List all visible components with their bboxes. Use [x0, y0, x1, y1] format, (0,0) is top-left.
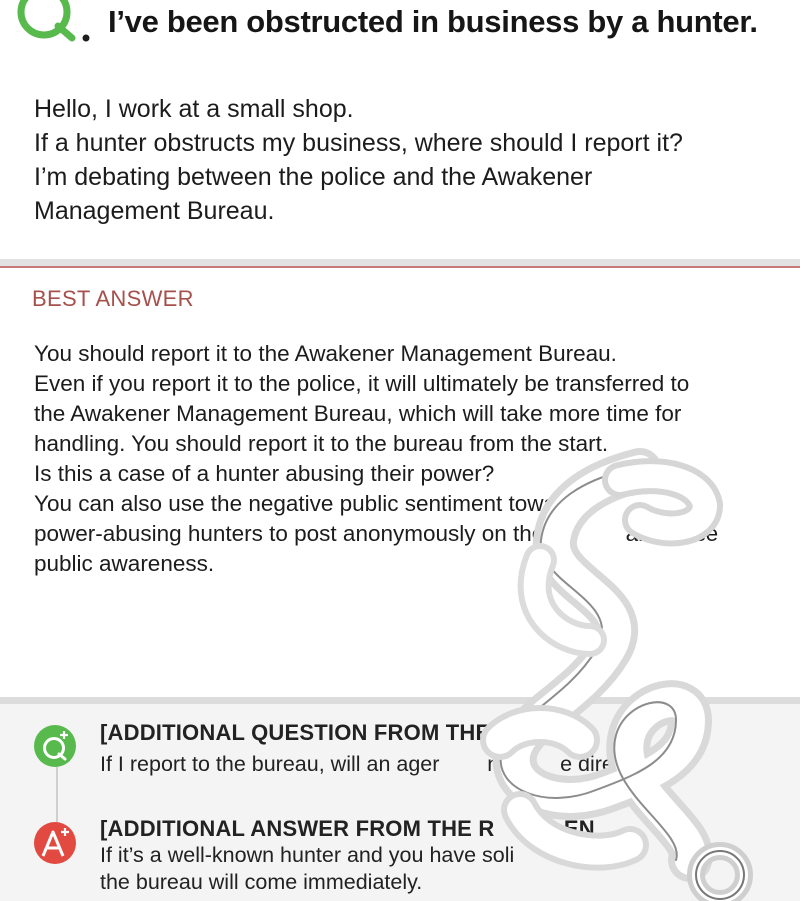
answer-line: Is this a case of a hunter abusing their power?	[34, 461, 495, 486]
additional-question-text: If I report to the bureau, will an ager nter e directly?	[100, 752, 659, 776]
add-answer-icon	[34, 822, 76, 864]
question-line: Hello, I work at a small shop.	[34, 95, 354, 123]
answer-line: Even if you report it to the police, it will ultimately be transferred to	[34, 371, 690, 396]
question-line: I’m debating between the police and the Awakener	[34, 163, 593, 191]
q-logo-icon	[10, 0, 90, 50]
answer-line: public awareness.	[34, 551, 215, 576]
answer-line: the Awakener Management Bureau, which will take more time for	[34, 401, 682, 426]
section-divider	[0, 697, 800, 704]
answer-line: power-abusing hunters to post anonymously on the b and raise	[34, 521, 719, 546]
answer-line: You can also use the negative public sentiment towards	[34, 491, 588, 516]
question-body	[34, 92, 774, 228]
section-divider	[0, 259, 800, 266]
add-question-icon	[34, 725, 76, 767]
question-header	[0, 0, 800, 48]
additional-answer-title: [ADDITIONAL ANSWER FROM THE R EN	[100, 816, 595, 841]
timeline-connector	[56, 760, 58, 830]
answer-line: You should report it to the Awakener Management Bureau.	[34, 341, 617, 366]
additional-answer-line: the bureau will come immediately.	[100, 870, 423, 894]
question-line: Management Bureau.	[34, 197, 275, 225]
additional-answer-line: If it’s a well-known hunter and you have soli	[100, 843, 515, 867]
best-answer-divider	[0, 266, 800, 268]
best-answer-body	[34, 339, 784, 579]
additional-question-title: [ADDITIONAL QUESTION FROM THE A ]	[100, 720, 570, 745]
question-line: If a hunter obstructs my business, where should I report it?	[34, 129, 683, 157]
best-answer-label: BEST ANSWER	[32, 286, 194, 311]
answer-line: handling. You should report it to the bureau from the start.	[34, 431, 609, 456]
question-title: I’ve been obstructed in business by a hunter.	[108, 4, 758, 39]
